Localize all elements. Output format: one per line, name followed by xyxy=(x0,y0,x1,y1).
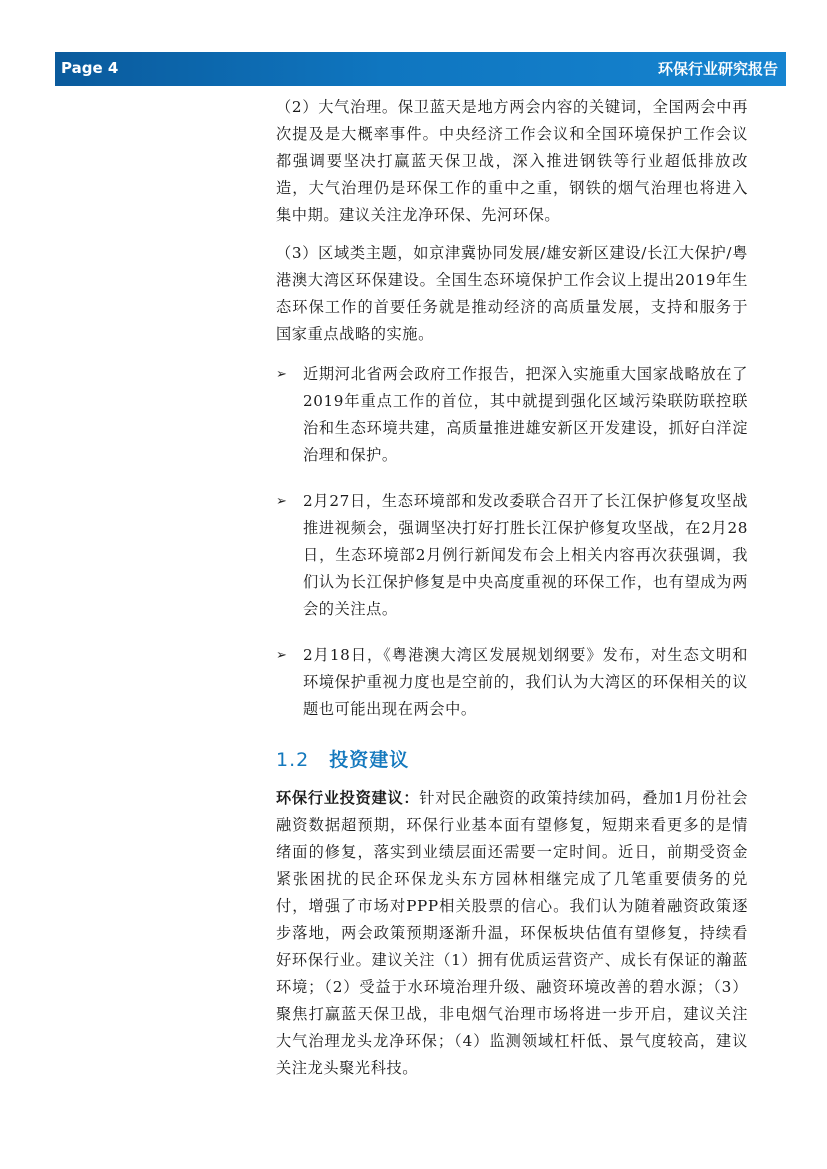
report-title: 环保行业研究报告 xyxy=(657,60,778,78)
list-item xyxy=(276,488,748,623)
list-item-text: 2月27日，生态环境部和发改委联合召开了长江保护修复攻坚战推进视频会，强调坚决打好打胜长江保护修复攻坚战，在2月28日，生态环境部2月例行新闻发布会上相关内容再次获强调，我们认为长江保护修复是中央高度重视的环保工作，也有望成为两会的关注点。 xyxy=(303,492,748,618)
section-title: 投资建议 xyxy=(329,749,410,771)
list-item xyxy=(276,642,748,723)
page-content xyxy=(276,94,748,1082)
arrow-bullet-icon: ➢ xyxy=(276,367,287,382)
list-item-text: 近期河北省两会政府工作报告，把深入实施重大国家战略放在了2019年重点工作的首位，其中就提到强化区域污染联防联控联治和生态环境共建，高质量推进雄安新区开发建设，抓好白洋淀治理和保护。 xyxy=(303,365,748,464)
page-number: Page 4 xyxy=(61,59,119,77)
list-item xyxy=(276,361,748,469)
section-number: 1.2 xyxy=(276,749,310,771)
arrow-bullet-icon: ➢ xyxy=(276,494,287,509)
page-header-bar xyxy=(55,52,786,86)
section-heading xyxy=(276,745,748,775)
arrow-bullet-icon: ➢ xyxy=(276,648,287,663)
paragraph-regional-themes: （3）区域类主题，如京津冀协同发展/雄安新区建设/长江大保护/粤港澳大湾区环保建设。全国生态环境保护工作会议上提出2019年生态环保工作的首要任务就是推动经济的高质量发展，支持和服务于国家重点战略的实施。 xyxy=(276,244,748,343)
investment-text: 针对民企融资的政策持续加码，叠加1月份社会融资数据超预期，环保行业基本面有望修复，短期来看更多的是情绪面的修复，落实到业绩层面还需要一定时间。近日，前期受资金紧张困扰的民企环保龙头东方园林相继完成了几笔重要债务的兑付，增强了市场对PPP相关股票的信心。我们认为随着融资政策逐步落地，两会政策预期逐渐升温，环保板块估值有望修复，持续看好环保行业。建议关注（1）拥有优质运营资产、成长有保证的瀚蓝环境；（2）受益于水环境治理升级、融资环境改善的碧水源；（3）聚焦打赢蓝天保卫战，非电烟气治理市场将进一步开启，建议关注大气治理龙头龙净环保；（4）监测领域杠杆低、景气度较高，建议关注龙头聚光科技。 xyxy=(276,789,748,1077)
paragraph-investment-advice xyxy=(276,785,748,1082)
paragraph-air-governance: （2）大气治理。保卫蓝天是地方两会内容的关键词，全国两会中再次提及是大概率事件。中央经济工作会议和全国环境保护工作会议都强调要坚决打赢蓝天保卫战，深入推进钢铁等行业超低排放改造，大气治理仍是环保工作的重中之重，钢铁的烟气治理也将进入集中期。建议关注龙净环保、先河环保。 xyxy=(276,98,748,224)
investment-lead: 环保行业投资建议： xyxy=(276,789,420,807)
list-item-text: 2月18日，《粤港澳大湾区发展规划纲要》发布，对生态文明和环境保护重视力度也是空前的，我们认为大湾区的环保相关的议题也可能出现在两会中。 xyxy=(303,646,748,718)
